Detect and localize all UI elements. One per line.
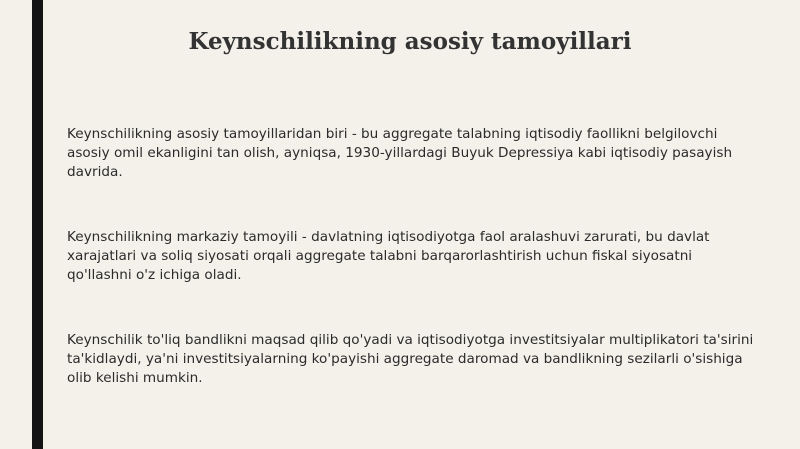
paragraph-2: Keynschilikning markaziy tamoyili - davlatning iqtisodiyotga faol aralashuvi zarurati, bu davlat xarajatlari va soliq siyosati orqali aggregate talabni barqarorlashtirish uchun fiskal siyosatni qo'llashni o'z ichiga oladi. — [67, 229, 710, 283]
slide-title: Keynschilikning asosiy tamoyillari — [188, 28, 632, 55]
paragraph-1: Keynschilikning asosiy tamoyillaridan biri - bu aggregate talabning iqtisodiy faollikni belgilovchi asosiy omil ekanligini tan olish, ayniqsa, 1930-yillardagi Buyuk Depressiya kabi iqtisodiy pasayish davrida. — [67, 126, 733, 180]
accent-bar — [32, 0, 43, 449]
paragraph-3: Keynschilik to'liq bandlikni maqsad qilib qo'yadi va iqtisodiyotga investitsiyalar multiplikatori ta'sirini ta'kidlaydi, ya'ni investitsiyalarning ko'payishi aggregate daromad va bandlikning sezilarli o'sishiga olib kelishi mumkin. — [67, 332, 754, 386]
